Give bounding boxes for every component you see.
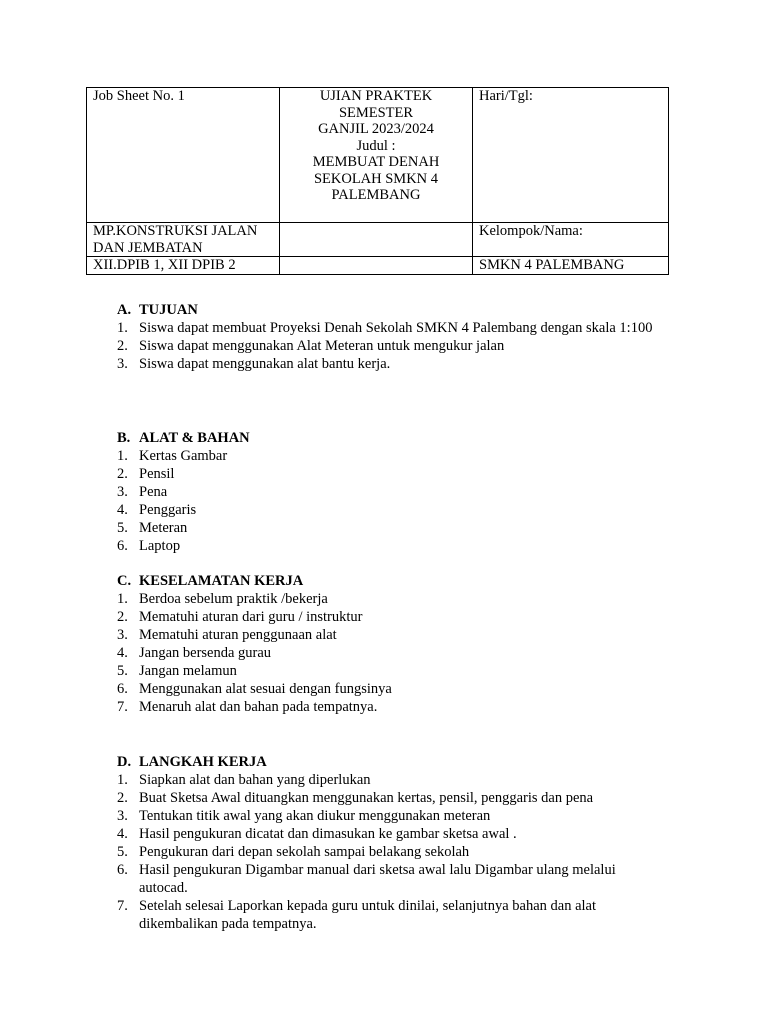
empty-cell <box>280 223 473 257</box>
list-item <box>0 537 659 555</box>
date-label: Hari/Tgl: <box>479 88 533 104</box>
item-number: 1. <box>117 320 128 336</box>
item-number: 2. <box>117 790 128 806</box>
section-title: ALAT & BAHAN <box>139 430 250 446</box>
section-heading <box>0 753 768 771</box>
section-letter: A. <box>117 302 132 318</box>
item-text: Jangan melamun <box>139 663 237 679</box>
item-number: 5. <box>117 520 128 536</box>
item-number: 3. <box>117 808 128 824</box>
section-letter: C. <box>117 573 132 589</box>
list-item <box>0 447 659 465</box>
item-text: Siswa dapat menggunakan Alat Meteran untuk mengukur jalan <box>139 338 505 354</box>
item-text: Siswa dapat menggunakan alat bantu kerja. <box>139 356 391 372</box>
item-number: 2. <box>117 609 128 625</box>
list-item <box>0 680 659 698</box>
section-letter: D. <box>117 754 132 770</box>
item-text: Jangan bersenda gurau <box>139 645 272 661</box>
exam-title-line: UJIAN PRAKTEK <box>319 88 433 104</box>
section-letter: B. <box>117 430 131 446</box>
item-text: Setelah selesai Laporkan kepada guru untuk dinilai, selanjutnya bahan dan alat dikembalikan pada tempatnya. <box>139 898 596 932</box>
item-number: 1. <box>117 772 128 788</box>
section-heading <box>0 301 768 319</box>
list-item <box>0 465 659 483</box>
item-text: Hasil pengukuran Digambar manual dari sketsa awal lalu Digambar ulang melalui autocad. <box>139 862 616 896</box>
exam-title-line: MEMBUAT DENAH <box>312 154 440 170</box>
item-text: Menaruh alat dan bahan pada tempatnya. <box>139 699 378 715</box>
item-text: Siapkan alat dan bahan yang diperlukan <box>139 772 371 788</box>
subject-cell <box>87 223 280 257</box>
group-label: Kelompok/Nama: <box>479 223 583 239</box>
item-number: 2. <box>117 338 128 354</box>
list-item <box>0 319 659 337</box>
section-langkah-kerja <box>0 753 768 933</box>
empty-cell <box>280 257 473 275</box>
list-item <box>0 843 659 861</box>
item-text: Laptop <box>139 538 181 554</box>
list-item <box>0 626 659 644</box>
list-item <box>0 590 659 608</box>
date-cell <box>473 88 669 223</box>
item-text: Mematuhi aturan dari guru / instruktur <box>139 609 363 625</box>
job-sheet-cell <box>87 88 280 223</box>
item-number: 7. <box>117 699 128 715</box>
list-item <box>0 897 659 933</box>
item-number: 1. <box>117 591 128 607</box>
section-list <box>0 447 768 555</box>
section-heading <box>0 572 768 590</box>
item-text: Hasil pengukuran dicatat dan dimasukan ke gambar sketsa awal . <box>139 826 517 842</box>
list-item <box>0 789 659 807</box>
section-title: TUJUAN <box>139 302 198 318</box>
section-alat-bahan <box>0 429 768 555</box>
list-item <box>0 519 659 537</box>
section-title: LANGKAH KERJA <box>139 754 267 770</box>
subject-line: MP.KONSTRUKSI JALAN <box>93 223 258 239</box>
item-number: 5. <box>117 844 128 860</box>
job-sheet-header-table <box>86 87 669 275</box>
item-text: Berdoa sebelum praktik /bekerja <box>139 591 328 607</box>
item-number: 4. <box>117 502 128 518</box>
list-item <box>0 644 659 662</box>
list-item <box>0 825 659 843</box>
list-item <box>0 355 659 373</box>
class-cell <box>87 257 280 275</box>
list-item <box>0 771 659 789</box>
exam-title-line: PALEMBANG <box>331 187 421 203</box>
section-list <box>0 319 768 373</box>
list-item <box>0 501 659 519</box>
item-number: 6. <box>117 862 128 878</box>
item-number: 4. <box>117 826 128 842</box>
section-heading <box>0 429 768 447</box>
item-number: 3. <box>117 356 128 372</box>
item-text: Buat Sketsa Awal dituangkan menggunakan kertas, pensil, penggaris dan pena <box>139 790 594 806</box>
item-text: Pengukuran dari depan sekolah sampai belakang sekolah <box>139 844 470 860</box>
section-list <box>0 590 768 716</box>
school-name: SMKN 4 PALEMBANG <box>479 257 625 273</box>
list-item <box>0 861 659 897</box>
exam-title-line: GANJIL 2023/2024 <box>318 121 434 137</box>
list-item <box>0 662 659 680</box>
item-text: Meteran <box>139 520 188 536</box>
exam-title-line: Judul : <box>356 137 396 154</box>
item-text: Pensil <box>139 466 175 482</box>
item-text: Menggunakan alat sesuai dengan fungsinya <box>139 681 392 697</box>
item-number: 4. <box>117 645 128 661</box>
item-text: Pena <box>139 484 168 500</box>
item-number: 3. <box>117 484 128 500</box>
exam-title-line: SEKOLAH SMKN 4 <box>313 170 439 187</box>
item-number: 6. <box>117 681 128 697</box>
item-text: Mematuhi aturan penggunaan alat <box>139 627 337 643</box>
list-item <box>0 698 659 716</box>
list-item <box>0 608 659 626</box>
exam-title-line: SEMESTER <box>338 104 414 121</box>
item-number: 2. <box>117 466 128 482</box>
class-label: XII.DPIB 1, XII DPIB 2 <box>93 257 236 273</box>
job-sheet-number: Job Sheet No. 1 <box>93 88 185 104</box>
section-title: KESELAMATAN KERJA <box>139 573 304 589</box>
item-number: 3. <box>117 627 128 643</box>
item-text: Kertas Gambar <box>139 448 228 464</box>
school-cell <box>473 257 669 275</box>
item-number: 5. <box>117 663 128 679</box>
item-number: 7. <box>117 898 128 914</box>
group-cell <box>473 223 669 257</box>
item-number: 6. <box>117 538 128 554</box>
item-number: 1. <box>117 448 128 464</box>
section-list <box>0 771 768 933</box>
list-item <box>0 807 659 825</box>
list-item <box>0 337 659 355</box>
item-text: Siswa dapat membuat Proyeksi Denah Sekolah SMKN 4 Palembang dengan skala 1:100 <box>139 320 653 336</box>
section-tujuan <box>0 301 768 373</box>
item-text: Tentukan titik awal yang akan diukur menggunakan meteran <box>139 808 491 824</box>
section-keselamatan-kerja <box>0 572 768 716</box>
list-item <box>0 483 659 501</box>
item-text: Penggaris <box>139 502 197 518</box>
exam-title-cell <box>280 88 473 223</box>
subject-line: DAN JEMBATAN <box>93 239 203 256</box>
